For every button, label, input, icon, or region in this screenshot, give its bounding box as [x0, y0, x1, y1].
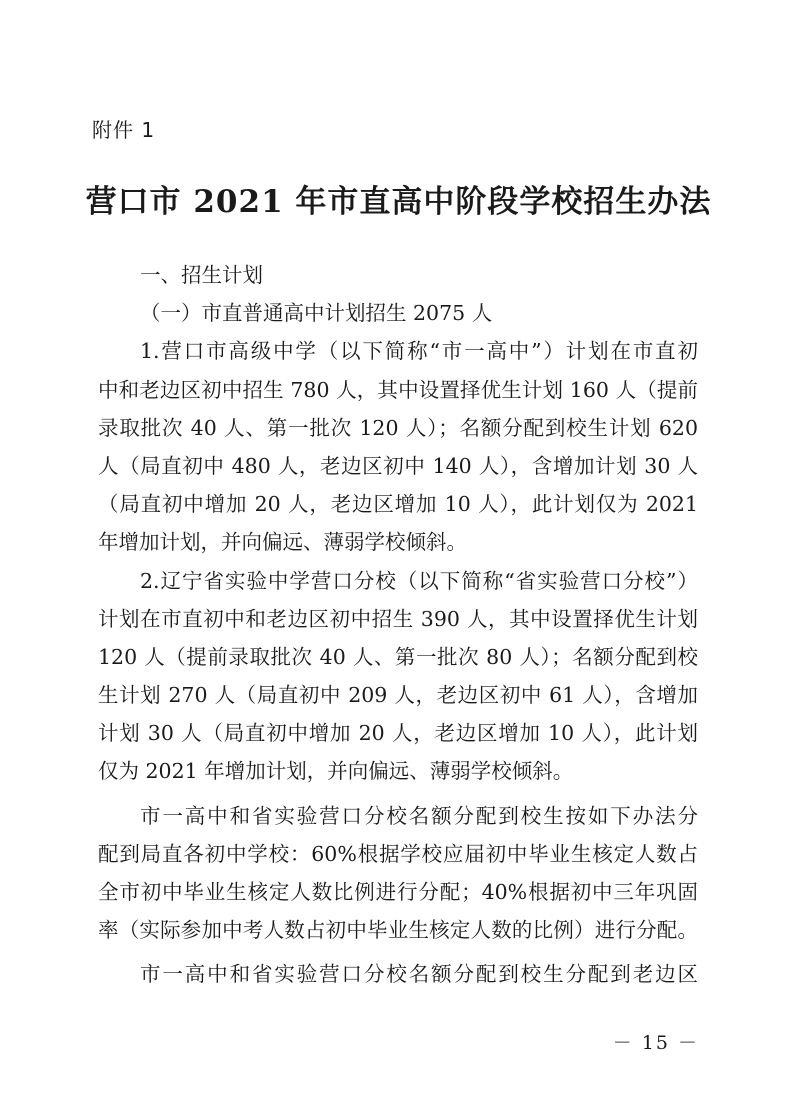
- paragraph-line: 配到局直各初中学校：60%根据学校应届初中毕业生核定人数占: [98, 841, 698, 866]
- paragraph-line: 率（实际参加中考人数占初中毕业生核定人数的比例）进行分配。: [98, 918, 698, 943]
- paragraph-line: 计划在市直初中和老边区初中招生 390 人，其中设置择优生计划: [98, 606, 698, 631]
- paragraph-1: [98, 332, 698, 561]
- paragraph-4: [98, 955, 698, 993]
- paragraph-3: [98, 797, 698, 950]
- paragraph-line: 市一高中和省实验营口分校名额分配到校生分配到老边区: [140, 962, 698, 987]
- paragraph-line: 生计划 270 人（局直初中 209 人，老边区初中 61 人），含增加: [98, 683, 698, 708]
- document-body: [98, 256, 698, 994]
- document-title: 营口市 2021 年市直高中阶段学校招生办法: [85, 184, 712, 220]
- paragraph-line: 录取批次 40 人、第一批次 120 人）；名额分配到校生计划 620: [98, 415, 698, 440]
- paragraph-line: 市一高中和省实验营口分校名额分配到校生按如下办法分: [140, 803, 698, 828]
- paragraph-line: 120 人（提前录取批次 40 人、第一批次 80 人）；名额分配到校: [98, 644, 698, 669]
- page-number: － 15 －: [612, 1032, 699, 1054]
- paragraph-line: 1.营口市高级中学（以下简称“市一高中”）计划在市直初: [140, 339, 698, 364]
- paragraph-line: 人（局直初中 480 人，老边区初中 140 人），含增加计划 30 人: [98, 453, 698, 478]
- paragraph-line: 年增加计划，并向偏远、薄弱学校倾斜。: [98, 530, 467, 555]
- sub-heading: （一）市直普通高中计划招生 2075 人: [140, 301, 493, 326]
- attachment-label: 附件 1: [92, 118, 156, 142]
- paragraph-line: 2.辽宁省实验中学营口分校（以下简称“省实验营口分校”）: [140, 568, 698, 593]
- section-heading: 一、招生计划: [140, 263, 263, 287]
- paragraph-line: 全市初中毕业生核定人数比例进行分配；40%根据初中三年巩固: [98, 880, 698, 904]
- paragraph-line: 计划 30 人（局直初中增加 20 人，老边区增加 10 人），此计划: [98, 721, 698, 746]
- paragraph-line: （局直初中增加 20 人，老边区增加 10 人），此计划仅为 2021: [98, 492, 698, 517]
- paragraph-line: 中和老边区初中招生 780 人，其中设置择优生计划 160 人（提前: [98, 377, 698, 402]
- paragraph-line: 仅为 2021 年增加计划，并向偏远、薄弱学校倾斜。: [98, 759, 574, 784]
- paragraph-2: [98, 562, 698, 791]
